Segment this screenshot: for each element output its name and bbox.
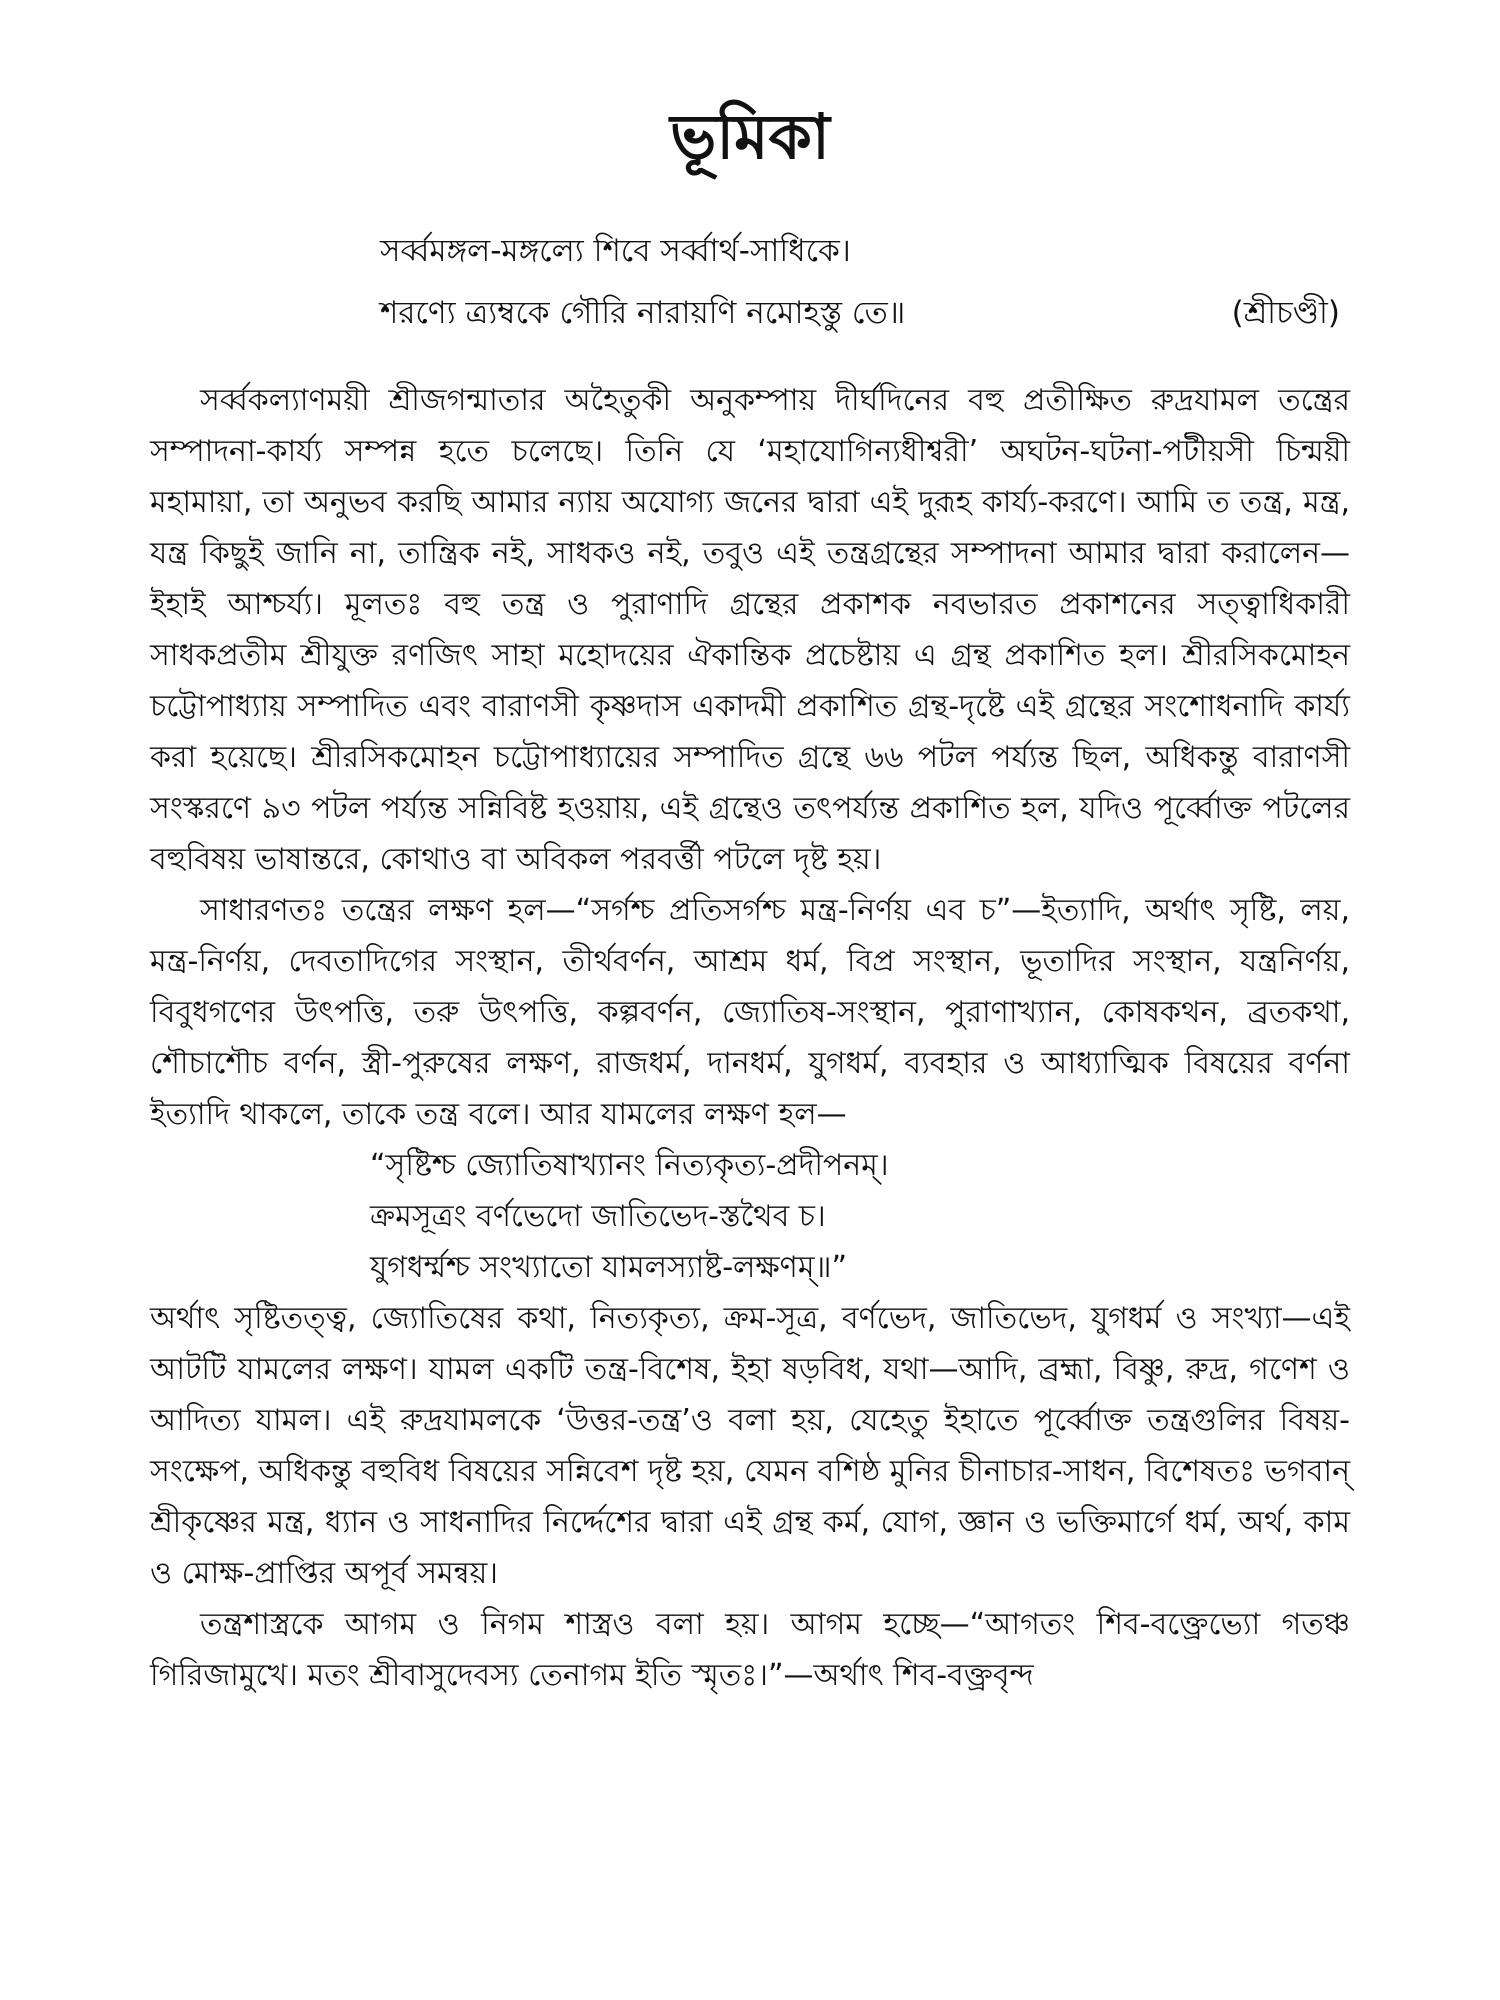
verse-line-3: যুগধর্ম্মশ্চ সংখ্যাতো যামলস্যাষ্ট-লক্ষণম্॥” [370,1250,847,1285]
invocation-source: (শ্রীচণ্ডী) [1231,295,1340,331]
invocation-line-2-text: শরণ্যে ত্র্যম্বকে গৌরি নারায়ণি নমোহস্তু তে॥ [380,295,906,331]
paragraph-1: সর্ব্বকল্যাণময়ী শ্রীজগন্মাতার অহৈতুকী অনুকম্পায় দীর্ঘদিনের বহু প্রতীক্ষিত রুদ্রযামল তন্ত্রের সম্পাদনা-কার্য্য সম্পন্ন হতে চলেছে। তিনি যে ‘মহাযোগিন্যধীশ্বরী’ অঘটন-ঘটনা-পটীয়সী চিন্ময়ী মহামায়া, তা অনুভব করছি আমার ন্যায় অযোগ্য জনের দ্বারা এই দুরূহ কার্য্য-করণে। আমি ত তন্ত্র, মন্ত্র, যন্ত্র কিছুই জানি না, তান্ত্রিক নই, সাধকও নই, তবুও এই তন্ত্রগ্রন্থের সম্পাদনা আমার দ্বারা করালেন—ইহাই আশ্চর্য্য। মূলতঃ বহু তন্ত্র ও পুরাণাদি গ্রন্থের প্রকাশক নবভারত প্রকাশনের সত্ত্বাধিকারী সাধকপ্রতীম শ্রীযুক্ত রণজিৎ সাহা মহোদয়ের ঐকান্তিক প্রচেষ্টায় এ গ্রন্থ প্রকাশিত হল। শ্রীরসিকমোহন চট্টোপাধ্যায় সম্পাদিত এবং বারাণসী কৃষ্ণদাস একাদমী প্রকাশিত গ্রন্থ-দৃষ্টে এই গ্রন্থের সংশোধনাদি কার্য্য করা হয়েছে। শ্রীরসিকমোহন চট্টোপাধ্যায়ের সম্পাদিত গ্রন্থে ৬৬ পটল পর্য্যন্ত ছিল, অধিকন্তু বারাণসী সংস্করণে ৯৩ পটল পর্য্যন্ত সন্নিবিষ্ট হওয়ায়, এই গ্রন্থেও তৎপর্য্যন্ত প্রকাশিত হল, যদিও পূর্ব্বোক্ত পটলের বহুবিষয় ভাষান্তরে, কোথাও বা অবিকল পরবর্ত্তী পটলে দৃষ্ট হয়। [150,383,1350,877]
invocation-line-2 [380,282,1340,344]
yamala-verse [370,1140,1350,1293]
invocation-line-1: সর্ব্বমঙ্গল-মঙ্গল্যে শিবে সর্ব্বার্থ-সাধিকে। [380,233,851,269]
page-title: ভূমিকা [670,100,830,173]
paragraph-3: অর্থাৎ সৃষ্টিতত্ত্ব, জ্যোতিষের কথা, নিত্যকৃত্য, ক্রম-সূত্র, বর্ণভেদ, জাতিভেদ, যুগধর্ম ও সংখ্যা—এই আটটি যামলের লক্ষণ। যামল একটি তন্ত্র-বিশেষ, ইহা ষড়বিধ, যথা—আদি, ব্রহ্মা, বিষ্ণু, রুদ্র, গণেশ ও আদিত্য যামল। এই রুদ্রযামলকে ‘উত্তর-তন্ত্র’ও বলা হয়, যেহেতু ইহাতে পূর্ব্বোক্ত তন্ত্রগুলির বিষয়-সংক্ষেপ, অধিকন্তু বহুবিধ বিষয়ের সন্নিবেশ দৃষ্ট হয়, যেমন বশিষ্ঠ মুনির চীনাচার-সাধন, বিশেষতঃ ভগবান্ শ্রীকৃষ্ণের মন্ত্র, ধ্যান ও সাধনাদির নির্দ্দেশের দ্বারা এই গ্রন্থ কর্ম, যোগ, জ্ঞান ও ভক্তিমার্গে ধর্ম, অর্থ, কাম ও মোক্ষ-প্রাপ্তির অপূর্ব সমন্বয়। [150,1301,1350,1591]
body-text [150,375,1350,1701]
verse-line-2: ক্রমসূত্রং বর্ণভেদো জাতিভেদ-স্তথৈব চ। [370,1199,826,1234]
paragraph-2: সাধারণতঃ তন্ত্রের লক্ষণ হল—“সর্গশ্চ প্রতিসর্গশ্চ মন্ত্র-নির্ণয় এব চ”—ইত্যাদি, অর্থাৎ সৃষ্টি, লয়, মন্ত্র-নির্ণয়, দেবতাদিগের সংস্থান, তীর্থবর্ণন, আশ্রম ধর্ম, বিপ্র সংস্থান, ভূতাদির সংস্থান, যন্ত্রনির্ণয়, বিবুধগণের উৎপত্তি, তরু উৎপত্তি, কল্পবর্ণন, জ্যোতিষ-সংস্থান, পুরাণাখ্যান, কোষকথন, ব্রতকথা, শৌচাশৌচ বর্ণন, স্ত্রী-পুরুষের লক্ষণ, রাজধর্ম, দানধর্ম, যুগধর্ম, ব্যবহার ও আধ্যাত্মিক বিষয়ের বর্ণনা ইত্যাদি থাকলে, তাকে তন্ত্র বলে। আর যামলের লক্ষণ হল— [150,893,1350,1132]
verse-line-1: “সৃষ্টিশ্চ জ্যোতিষাখ্যানং নিত্যকৃত্য-প্রদীপনম্। [370,1148,889,1183]
paragraph-4: তন্ত্রশাস্ত্রকে আগম ও নিগম শাস্ত্রও বলা হয়। আগম হচ্ছে—“আগতং শিব-বক্ত্রেভ্যো গতঞ্চ গিরিজামুখে। মতং শ্রীবাসুদেবস্য তেনাগম ইতি স্মৃতঃ।”—অর্থাৎ শিব-বক্ত্রবৃন্দ [150,1607,1350,1693]
invocation-verse [380,220,1340,344]
